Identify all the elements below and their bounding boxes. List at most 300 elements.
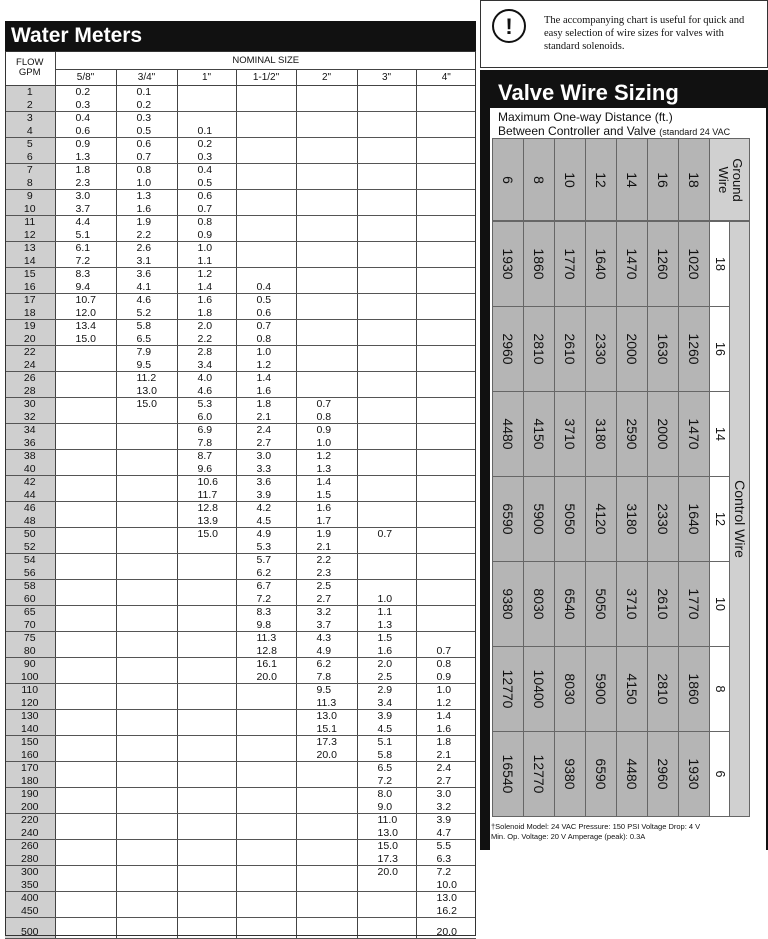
loss-cell	[177, 775, 236, 788]
loss-cell: 3.0	[436, 788, 452, 801]
loss-cell: 0.4	[236, 281, 296, 294]
loss-cell	[116, 853, 177, 866]
loss-cell: 20.0	[357, 866, 416, 879]
distance-cell-text: 12770	[531, 754, 547, 794]
loss-cell	[116, 801, 177, 814]
loss-cell: 9.8	[236, 619, 296, 632]
table-row	[5, 827, 476, 840]
loss-cell: 6.9	[177, 424, 236, 437]
loss-cell: 10.6	[177, 476, 236, 489]
loss-cell: 1.2	[236, 359, 296, 372]
flow-cell: 6	[5, 151, 55, 164]
loss-cell	[116, 502, 177, 515]
water-meters-section	[5, 21, 476, 939]
table-row	[5, 749, 476, 762]
table-row	[5, 853, 476, 866]
loss-cell	[116, 671, 177, 684]
loss-cell	[116, 619, 177, 632]
distance-cell-text: 2610	[562, 333, 578, 365]
loss-cell	[236, 268, 296, 281]
table-row	[5, 580, 476, 593]
loss-cell	[416, 528, 476, 541]
distance-cell-text: 16540	[500, 754, 516, 794]
loss-cell	[357, 164, 416, 177]
loss-cell	[55, 541, 116, 554]
loss-cell: 0.7	[236, 320, 296, 333]
loss-cell: 0.8	[116, 164, 177, 177]
loss-cell: 1.9	[296, 528, 357, 541]
distance-cell	[523, 731, 555, 817]
loss-cell: 2.7	[236, 437, 296, 450]
loss-cell	[55, 658, 116, 671]
loss-cell: 0.8	[296, 411, 357, 424]
loss-cell	[177, 710, 236, 723]
control-size-cell	[709, 306, 730, 392]
loss-cell	[177, 554, 236, 567]
distance-cell	[647, 561, 679, 647]
loss-cell: 13.9	[177, 515, 236, 528]
flow-cell: 20	[5, 333, 55, 346]
loss-cell	[296, 307, 357, 320]
flow-cell: 42	[5, 476, 55, 489]
table-row	[5, 892, 476, 905]
loss-cell: 3.9	[436, 814, 452, 827]
valve-wire-subtitle-2: Between Controller and Valve (standard 24 VAC	[498, 124, 731, 138]
flow-cell: 56	[5, 567, 55, 580]
loss-cell	[177, 788, 236, 801]
table-row	[5, 684, 476, 697]
distance-cell	[585, 306, 617, 392]
loss-cell	[416, 632, 476, 645]
table-row	[5, 593, 476, 606]
loss-cell	[296, 177, 357, 190]
loss-cell	[236, 125, 296, 138]
loss-cell: 0.5	[116, 125, 177, 138]
flow-cell: 240	[5, 827, 55, 840]
loss-cell: 9.6	[177, 463, 236, 476]
loss-cell: 2.9	[357, 684, 416, 697]
loss-cell	[55, 905, 116, 918]
loss-cell: 1.0	[116, 177, 177, 190]
table-row	[5, 333, 476, 346]
loss-cell	[55, 528, 116, 541]
loss-cell	[296, 125, 357, 138]
table-row	[5, 840, 476, 853]
flow-cell: 70	[5, 619, 55, 632]
distance-cell-text: 1770	[562, 248, 578, 280]
loss-cell: 1.7	[296, 515, 357, 528]
loss-cell: 2.0	[177, 320, 236, 333]
table-row	[5, 879, 476, 892]
loss-cell	[357, 346, 416, 359]
size-header: 3"	[357, 70, 416, 86]
loss-cell	[236, 918, 296, 939]
distance-cell-text: 8030	[562, 673, 578, 705]
loss-cell	[55, 463, 116, 476]
loss-cell	[116, 567, 177, 580]
loss-cell: 6.0	[177, 411, 236, 424]
loss-cell	[55, 372, 116, 385]
loss-cell: 3.6	[236, 476, 296, 489]
loss-cell	[236, 749, 296, 762]
flow-cell: 110	[5, 684, 55, 697]
table-row	[5, 359, 476, 372]
table-row	[5, 190, 476, 203]
loss-cell	[357, 450, 416, 463]
loss-cell: 8.0	[357, 788, 416, 801]
loss-cell	[357, 892, 416, 905]
loss-cell: 5.1	[357, 736, 416, 749]
distance-cell-text: 1930	[686, 758, 702, 790]
loss-cell	[357, 918, 416, 939]
loss-cell	[296, 281, 357, 294]
table-row	[5, 788, 476, 801]
flow-cell: 32	[5, 411, 55, 424]
loss-cell	[55, 606, 116, 619]
loss-cell	[177, 619, 236, 632]
loss-cell: 2.7	[296, 593, 357, 606]
distance-cell-text: 2330	[593, 333, 609, 365]
distance-cell	[647, 476, 679, 562]
loss-cell: 6.1	[55, 242, 116, 255]
loss-cell	[236, 203, 296, 216]
loss-cell	[357, 177, 416, 190]
distance-cell	[616, 731, 648, 817]
distance-cell-text: 5050	[593, 588, 609, 620]
loss-cell: 7.9	[116, 346, 177, 359]
table-row	[5, 307, 476, 320]
table-row	[5, 775, 476, 788]
loss-cell	[357, 333, 416, 346]
loss-cell	[116, 463, 177, 476]
loss-cell	[55, 840, 116, 853]
control-size-cell-text: 10	[712, 597, 727, 611]
distance-cell-text: 3180	[593, 418, 609, 450]
loss-cell	[416, 502, 476, 515]
loss-cell: 9.0	[357, 801, 416, 814]
loss-cell	[296, 333, 357, 346]
loss-cell	[296, 359, 357, 372]
loss-cell: 5.8	[116, 320, 177, 333]
distance-cell	[554, 561, 586, 647]
loss-cell: 0.6	[236, 307, 296, 320]
flow-cell: 2	[5, 99, 55, 112]
loss-cell: 7.8	[177, 437, 236, 450]
loss-cell: 20.0	[236, 671, 296, 684]
table-row	[5, 346, 476, 359]
flow-cell: 14	[5, 255, 55, 268]
table-row	[5, 229, 476, 242]
loss-cell: 0.4	[177, 164, 236, 177]
loss-cell	[416, 489, 476, 502]
distance-cell	[492, 221, 524, 307]
table-row	[5, 164, 476, 177]
loss-cell: 20.0	[416, 918, 476, 939]
table-row	[5, 502, 476, 515]
loss-cell: 5.7	[236, 554, 296, 567]
flow-cell: 300	[5, 866, 55, 879]
distance-cell	[554, 306, 586, 392]
loss-cell	[296, 268, 357, 281]
loss-cell: 11.2	[116, 372, 177, 385]
loss-cell	[55, 892, 116, 905]
distance-cell	[647, 646, 679, 732]
loss-cell	[55, 359, 116, 372]
loss-cell	[296, 294, 357, 307]
valve-wire-grid	[492, 138, 765, 818]
loss-cell: 1.0	[177, 242, 236, 255]
loss-cell: 2.3	[296, 567, 357, 580]
size-header: 2"	[296, 70, 357, 86]
table-row	[5, 489, 476, 502]
loss-cell	[55, 424, 116, 437]
distance-cell-text: 5900	[531, 503, 547, 535]
loss-cell	[357, 437, 416, 450]
flow-cell: 11	[5, 216, 55, 229]
loss-cell	[177, 606, 236, 619]
loss-cell	[55, 736, 116, 749]
valve-wire-title: Valve Wire Sizing	[498, 80, 679, 105]
distance-cell	[616, 646, 648, 732]
loss-cell: 2.3	[55, 177, 116, 190]
table-row	[5, 125, 476, 138]
loss-cell	[416, 346, 476, 359]
loss-cell	[177, 86, 236, 99]
loss-cell: 1.0	[436, 684, 452, 697]
table-row	[5, 138, 476, 151]
loss-cell	[116, 489, 177, 502]
loss-cell	[55, 853, 116, 866]
distance-cell	[523, 561, 555, 647]
loss-cell	[416, 411, 476, 424]
loss-cell	[177, 645, 236, 658]
loss-cell: 3.9	[357, 710, 416, 723]
loss-cell	[357, 125, 416, 138]
distance-cell	[678, 476, 710, 562]
flow-cell: 34	[5, 424, 55, 437]
table-row	[5, 671, 476, 684]
loss-cell	[116, 879, 177, 892]
flow-cell: 54	[5, 554, 55, 567]
flow-cell: 46	[5, 502, 55, 515]
flow-cell: 7	[5, 164, 55, 177]
loss-cell	[177, 840, 236, 853]
loss-cell: 11.3	[296, 697, 357, 710]
table-row	[5, 814, 476, 827]
table-row	[5, 255, 476, 268]
loss-cell	[236, 905, 296, 918]
loss-cell	[116, 814, 177, 827]
loss-cell	[55, 918, 116, 939]
loss-cell: 1.3	[296, 463, 357, 476]
loss-cell	[116, 515, 177, 528]
loss-cell: 1.3	[116, 190, 177, 203]
distance-cell-text: 2960	[655, 758, 671, 790]
loss-cell: 11.0	[357, 814, 416, 827]
loss-cell: 4.0	[177, 372, 236, 385]
distance-cell-text: 1860	[686, 673, 702, 705]
loss-cell: 0.8	[236, 333, 296, 346]
loss-cell	[416, 437, 476, 450]
loss-cell	[55, 346, 116, 359]
distance-cell	[523, 306, 555, 392]
flow-cell: 1	[5, 86, 55, 99]
loss-cell: 0.7	[116, 151, 177, 164]
size-header: 5/8"	[55, 70, 116, 86]
loss-cell: 1.6	[416, 723, 476, 736]
distance-cell-text: 8030	[531, 588, 547, 620]
loss-cell	[416, 255, 476, 268]
loss-cell	[296, 216, 357, 229]
loss-cell	[55, 580, 116, 593]
loss-cell	[296, 86, 357, 99]
loss-cell: 2.1	[296, 541, 357, 554]
table-row	[5, 216, 476, 229]
loss-cell	[416, 242, 476, 255]
distance-cell	[678, 306, 710, 392]
flow-cell: 100	[5, 671, 55, 684]
loss-cell	[236, 723, 296, 736]
loss-cell: 8.3	[236, 606, 296, 619]
loss-cell	[416, 385, 476, 398]
distance-cell-text: 2960	[500, 333, 516, 365]
water-meters-table	[5, 51, 476, 939]
distance-cell	[678, 561, 710, 647]
loss-cell: 4.9	[236, 528, 296, 541]
distance-cell-text: 5900	[593, 673, 609, 705]
loss-cell	[296, 164, 357, 177]
table-row	[5, 723, 476, 736]
loss-cell: 3.7	[55, 203, 116, 216]
water-meters-title: Water Meters	[5, 21, 476, 51]
loss-cell	[416, 567, 476, 580]
table-row	[5, 619, 476, 632]
flow-cell: 17	[5, 294, 55, 307]
flow-cell: 44	[5, 489, 55, 502]
loss-cell: 7.2	[436, 866, 452, 879]
loss-cell	[236, 151, 296, 164]
loss-cell	[416, 450, 476, 463]
loss-cell: 20.0	[296, 749, 357, 762]
ground-size-cell-text: 16	[655, 171, 671, 188]
loss-cell: 1.4	[296, 476, 357, 489]
loss-cell	[357, 541, 416, 554]
loss-cell	[55, 866, 116, 879]
loss-cell: 7.2	[236, 593, 296, 606]
distance-cell	[492, 646, 524, 732]
distance-cell-text: 4120	[593, 503, 609, 535]
control-size-cell	[709, 646, 730, 732]
distance-cell-text: 2330	[655, 503, 671, 535]
distance-cell-text: 1860	[531, 248, 547, 280]
loss-cell: 4.4	[55, 216, 116, 229]
flow-cell: 60	[5, 593, 55, 606]
loss-cell	[416, 541, 476, 554]
loss-cell	[116, 476, 177, 489]
control-size-cell	[709, 561, 730, 647]
loss-cell: 15.0	[116, 398, 177, 411]
loss-cell: 1.3	[55, 151, 116, 164]
loss-cell	[236, 255, 296, 268]
distance-cell	[585, 391, 617, 477]
loss-cell	[177, 827, 236, 840]
loss-cell: 0.6	[177, 190, 236, 203]
flow-cell: 58	[5, 580, 55, 593]
loss-cell	[177, 593, 236, 606]
loss-cell	[236, 775, 296, 788]
loss-cell: 6.2	[296, 658, 357, 671]
loss-cell: 13.0	[436, 892, 457, 905]
loss-cell: 1.2	[296, 450, 357, 463]
control-size-cell-text: 8	[712, 685, 727, 693]
loss-cell	[177, 749, 236, 762]
loss-cell	[296, 112, 357, 125]
loss-cell	[416, 372, 476, 385]
loss-cell: 0.9	[55, 138, 116, 151]
loss-cell	[236, 229, 296, 242]
loss-cell	[236, 788, 296, 801]
distance-cell	[585, 561, 617, 647]
loss-cell	[55, 879, 116, 892]
loss-cell	[55, 775, 116, 788]
flow-gpm-header: FLOW GPM	[5, 51, 55, 86]
loss-cell: 1.6	[236, 385, 296, 398]
flow-cell: 22	[5, 346, 55, 359]
loss-cell	[55, 788, 116, 801]
loss-cell	[236, 866, 296, 879]
loss-cell: 0.2	[177, 138, 236, 151]
loss-cell: 5.3	[177, 398, 236, 411]
distance-cell-text: 9380	[500, 588, 516, 620]
distance-cell-text: 1260	[686, 333, 702, 365]
loss-cell: 2.5	[357, 671, 416, 684]
flow-cell: 48	[5, 515, 55, 528]
flow-cell: 65	[5, 606, 55, 619]
loss-cell	[416, 554, 476, 567]
loss-cell: 1.6	[116, 203, 177, 216]
table-row	[5, 112, 476, 125]
loss-cell: 3.2	[296, 606, 357, 619]
distance-cell	[492, 476, 524, 562]
loss-cell	[357, 502, 416, 515]
loss-cell	[116, 554, 177, 567]
loss-cell: 3.1	[116, 255, 177, 268]
loss-cell: 1.6	[357, 645, 416, 658]
loss-cell	[55, 476, 116, 489]
table-row	[5, 801, 476, 814]
flow-cell: 200	[5, 801, 55, 814]
distance-cell	[492, 561, 524, 647]
distance-cell-text: 9380	[562, 758, 578, 790]
flow-cell: 52	[5, 541, 55, 554]
control-wire-label-cell-text: Control Wire	[731, 480, 748, 558]
loss-cell	[236, 840, 296, 853]
loss-cell: 1.4	[177, 281, 236, 294]
loss-cell: 17.3	[296, 736, 357, 749]
loss-cell: 2.8	[177, 346, 236, 359]
loss-cell	[55, 645, 116, 658]
loss-cell: 3.4	[357, 697, 416, 710]
ground-size-cell-text: 12	[593, 171, 609, 188]
loss-cell	[55, 801, 116, 814]
table-row	[5, 567, 476, 580]
loss-cell: 15.1	[296, 723, 357, 736]
loss-cell	[357, 203, 416, 216]
loss-cell: 4.5	[357, 723, 416, 736]
control-size-cell-text: 12	[712, 512, 727, 526]
loss-cell	[177, 658, 236, 671]
flow-cell: 500	[5, 918, 55, 939]
